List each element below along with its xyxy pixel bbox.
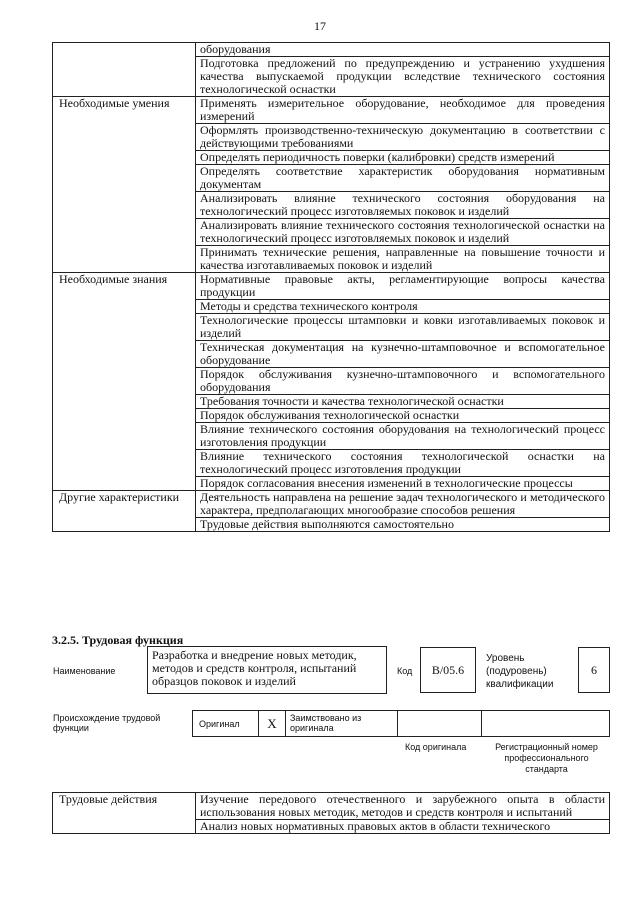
row-item: Влияние технического состояния технологической оснастки на технологический процесс изготовления продукции bbox=[196, 450, 610, 477]
row-item: Деятельность направлена на решение задач технологического и методического характера, предполагающих многообразие способов решения bbox=[196, 491, 610, 518]
row-item: Анализировать влияние технического состояния оборудования на технологический процесс изготовляемых поковок и изделий bbox=[196, 192, 610, 219]
origin-label: Происхождение трудовой функции bbox=[53, 713, 161, 733]
level-value-box: 6 bbox=[578, 647, 610, 693]
row-item: Методы и средства технического контроля bbox=[196, 300, 610, 314]
row-label bbox=[53, 43, 196, 97]
reg-number-cell bbox=[482, 711, 609, 736]
table-row bbox=[53, 491, 610, 518]
table-row bbox=[53, 97, 610, 124]
row-item: оборудования bbox=[196, 43, 610, 57]
row-item: Подготовка предложений по предупреждению и устранению ухудшения качества выпускаемой продукции вследствие технического состояния технологической оснастки bbox=[196, 57, 610, 97]
row-item: Применять измерительное оборудование, необходимое для проведения измерений bbox=[196, 97, 610, 124]
code-original-caption: Код оригинала bbox=[405, 742, 467, 752]
original-label: Оригинал bbox=[199, 718, 240, 729]
code-original-cell bbox=[398, 711, 482, 736]
original-mark: X bbox=[259, 711, 286, 736]
row-item: Технологические процессы штамповки и ковки изготавливаемых поковок и изделий bbox=[196, 314, 610, 341]
row-label: Трудовые действия bbox=[53, 793, 196, 834]
competency-table bbox=[52, 42, 610, 532]
row-item: Определять соответствие характеристик оборудования нормативным документам bbox=[196, 165, 610, 192]
row-item: Трудовые действия выполняются самостоятельно bbox=[196, 518, 610, 532]
row-item: Определять периодичность поверки (калибровки) средств измерений bbox=[196, 151, 610, 165]
function-code-box: В/05.6 bbox=[420, 647, 476, 693]
row-label: Необходимые знания bbox=[53, 273, 196, 491]
borrowed-label: Заимствовано из оригинала bbox=[286, 711, 398, 736]
row-item: Нормативные правовые акты, регламентирующие вопросы качества продукции bbox=[196, 273, 610, 300]
row-item: Анализ новых нормативных правовых актов в области технического bbox=[196, 820, 610, 834]
page-number: 17 bbox=[314, 19, 326, 33]
name-label: Наименование bbox=[53, 666, 116, 676]
row-item: Оформлять производственно-техническую документацию в соответствии с действующими требованиями bbox=[196, 124, 610, 151]
row-item: Порядок обслуживания кузнечно-штамповочного и вспомогательного оборудования bbox=[196, 368, 610, 395]
row-item: Порядок обслуживания технологической оснастки bbox=[196, 409, 610, 423]
row-item: Порядок согласования внесения изменений в технологические процессы bbox=[196, 477, 610, 491]
labor-actions-table bbox=[52, 792, 610, 834]
code-label: Код bbox=[397, 666, 413, 676]
section-title: 3.2.5. Трудовая функция bbox=[52, 633, 184, 647]
table-row bbox=[53, 43, 610, 57]
original-cell bbox=[193, 711, 259, 736]
function-name-box: Разработка и внедрение новых методик, методов и средств контроля, испытаний образцов поковок и изделий bbox=[147, 646, 387, 694]
row-item: Анализировать влияние технического состояния технологической оснастки на технологический процесс изготовляемых поковок и изделий bbox=[196, 219, 610, 246]
row-item: Принимать технические решения, направленные на повышение точности и качества изготавливаемых поковок и изделий bbox=[196, 246, 610, 273]
table-row bbox=[53, 273, 610, 300]
reg-number-caption: Регистрационный номер профессионального стандарта bbox=[495, 742, 598, 774]
level-label: Уровень (подуровень) квалификации bbox=[486, 653, 554, 690]
table-row bbox=[53, 793, 610, 820]
row-label: Другие характеристики bbox=[53, 491, 196, 532]
row-item: Требования точности и качества технологической оснастки bbox=[196, 395, 610, 409]
row-label: Необходимые умения bbox=[53, 97, 196, 273]
origin-row bbox=[192, 710, 610, 737]
row-item: Влияние технического состояния оборудования на технологический процесс изготовления продукции bbox=[196, 423, 610, 450]
row-item: Техническая документация на кузнечно-штамповочное и вспомогательное оборудование bbox=[196, 341, 610, 368]
row-item: Изучение передового отечественного и зарубежного опыта в области использования новых методик, методов и средств контроля и испытаний bbox=[196, 793, 610, 820]
